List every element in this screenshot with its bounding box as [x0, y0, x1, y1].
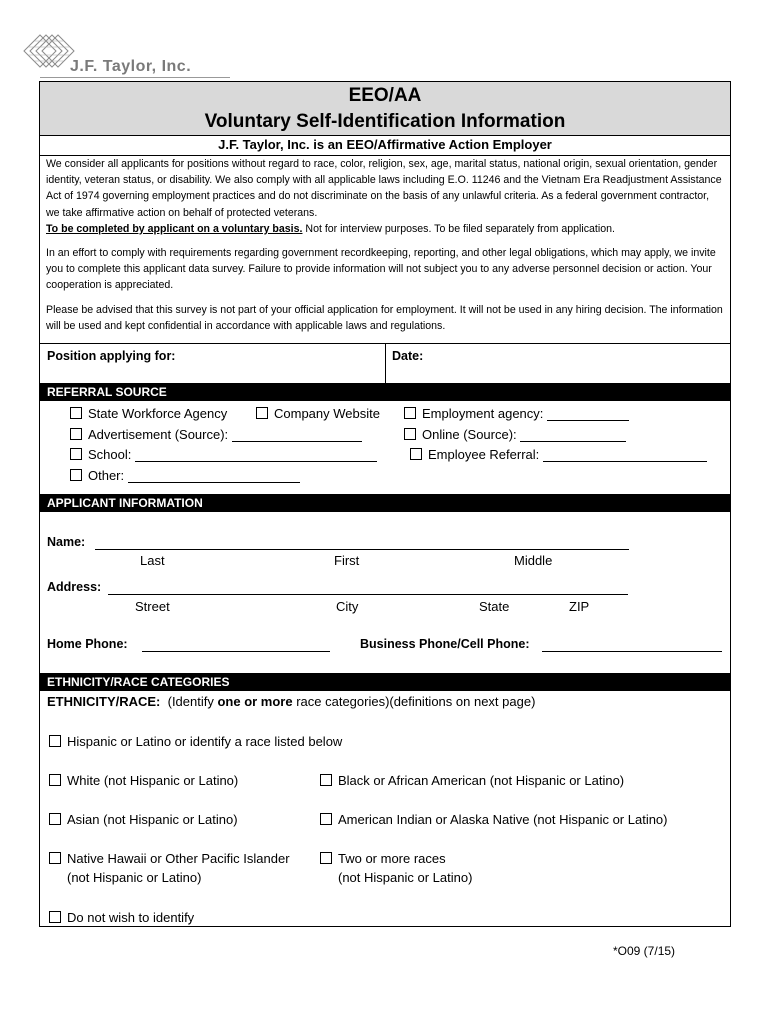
school-line[interactable]	[135, 448, 377, 462]
race-american-indian-label: American Indian or Alaska Native (not Hispanic or Latino)	[338, 812, 668, 827]
other-line[interactable]	[128, 469, 300, 483]
race-white-label: White (not Hispanic or Latino)	[67, 773, 239, 788]
address-street-label: Street	[135, 599, 170, 614]
race-white[interactable]	[49, 773, 238, 788]
referral-other-label: Other:	[88, 468, 125, 483]
logo-underline	[40, 77, 230, 78]
checkbox-icon[interactable]	[49, 852, 61, 864]
voluntary-note	[46, 221, 724, 237]
checkbox-icon[interactable]	[404, 407, 416, 419]
intro-text	[46, 156, 724, 334]
race-black[interactable]	[320, 773, 624, 788]
ethnicity-prompt-post: race categories)(definitions on next page)	[292, 694, 536, 709]
address-line[interactable]	[108, 581, 628, 595]
race-decline[interactable]	[49, 910, 194, 925]
voluntary-underlined: To be completed by applicant on a voluntary basis.	[46, 222, 303, 235]
name-line[interactable]	[95, 536, 629, 550]
intro-paragraph-3: Please be advised that this survey is not part of your official application for employment. It will not be used in any hiring decision. The information will be used and kept confidential in accordance with applicable laws and regulations.	[46, 303, 723, 332]
ethnicity-prompt-pre: (Identify	[160, 694, 218, 709]
checkbox-icon[interactable]	[70, 428, 82, 440]
ethnicity-prompt-emph: one or more	[217, 694, 293, 709]
checkbox-icon[interactable]	[49, 813, 61, 825]
checkbox-icon[interactable]	[49, 735, 61, 747]
race-black-label: Black or African American (not Hispanic or Latino)	[338, 773, 625, 788]
referral-company-website-label: Company Website	[274, 406, 380, 421]
address-label: Address:	[47, 580, 102, 594]
form-code: *O09 (7/15)	[613, 944, 676, 958]
form-subtitle: Voluntary Self-Identification Information	[40, 109, 730, 136]
checkbox-icon[interactable]	[320, 813, 332, 825]
checkbox-icon[interactable]	[320, 774, 332, 786]
referral-online[interactable]	[404, 427, 626, 442]
referral-company-website[interactable]	[256, 406, 380, 421]
race-two-or-more-note: (not Hispanic or Latino)	[338, 870, 473, 885]
address-zip-label: ZIP	[569, 599, 590, 614]
referral-employment-agency[interactable]	[404, 406, 629, 421]
checkbox-icon[interactable]	[410, 448, 422, 460]
checkbox-icon[interactable]	[49, 911, 61, 923]
online-line[interactable]	[520, 428, 626, 442]
referral-advertisement-label: Advertisement (Source):	[88, 427, 229, 442]
referral-heading: REFERRAL SOURCE	[40, 383, 730, 401]
race-hispanic[interactable]	[49, 734, 342, 749]
business-phone-label: Business Phone/Cell Phone:	[360, 637, 530, 651]
checkbox-icon[interactable]	[320, 852, 332, 864]
date-field[interactable]	[435, 346, 720, 376]
checkbox-icon[interactable]	[49, 774, 61, 786]
employee-referral-line[interactable]	[543, 448, 707, 462]
voluntary-rest: Not for interview purposes. To be filed separately from application.	[302, 222, 615, 235]
race-asian-label: Asian (not Hispanic or Latino)	[67, 812, 238, 827]
intro-paragraph-1: We consider all applicants for positions without regard to race, color, religion, sex, age, marital status, national origin, sexual orientation, gender identity, veteran status, or disability. We also comply with all applicable laws including E.O. 11246 and the Vietnam Era Readjustment Assistance Act of 1974 governing employment practices and do not discriminate on the basis of any unlawful criteria. As a federal government contractor, we take affirmative action on behalf of protected veterans.	[46, 158, 722, 219]
position-field[interactable]	[190, 346, 380, 376]
home-phone-label: Home Phone:	[47, 637, 128, 651]
race-decline-label: Do not wish to identify	[67, 910, 195, 925]
form-container	[39, 81, 731, 927]
advertisement-line[interactable]	[232, 428, 362, 442]
home-phone-line[interactable]	[142, 638, 330, 652]
race-hispanic-label: Hispanic or Latino or identify a race listed below	[67, 734, 343, 749]
company-name: J.F. Taylor, Inc.	[70, 58, 192, 75]
date-label: Date:	[392, 349, 424, 363]
name-label: Name:	[47, 535, 86, 549]
ethnicity-prompt-bold: ETHNICITY/RACE:	[47, 694, 161, 709]
employer-statement: J.F. Taylor, Inc. is an EEO/Affirmative Action Employer	[40, 135, 730, 156]
checkbox-icon[interactable]	[70, 407, 82, 419]
referral-state-workforce-label: State Workforce Agency	[88, 406, 228, 421]
name-last-label: Last	[140, 553, 165, 568]
name-middle-label: Middle	[514, 553, 553, 568]
race-american-indian[interactable]	[320, 812, 668, 827]
address-city-label: City	[336, 599, 359, 614]
referral-other[interactable]	[70, 468, 300, 483]
row-divider	[385, 344, 386, 383]
race-asian[interactable]	[49, 812, 238, 827]
race-native-hawaii-label: Native Hawaii or Other Pacific Islander	[67, 851, 290, 866]
race-native-hawaii[interactable]	[49, 851, 290, 866]
race-two-or-more-label: Two or more races	[338, 851, 446, 866]
race-native-hawaii-note: (not Hispanic or Latino)	[67, 870, 202, 885]
referral-advertisement[interactable]	[70, 427, 362, 442]
employment-agency-line[interactable]	[547, 407, 629, 421]
checkbox-icon[interactable]	[404, 428, 416, 440]
applicant-heading: APPLICANT INFORMATION	[40, 494, 730, 512]
position-date-row	[40, 343, 730, 383]
ethnicity-heading: ETHNICITY/RACE CATEGORIES	[40, 673, 730, 691]
referral-employee-referral-label: Employee Referral:	[428, 447, 540, 462]
referral-school[interactable]	[70, 447, 377, 462]
name-first-label: First	[334, 553, 360, 568]
referral-employment-agency-label: Employment agency:	[422, 406, 544, 421]
form-title: EEO/AA	[40, 82, 730, 110]
referral-employee-referral[interactable]	[410, 447, 707, 462]
address-state-label: State	[479, 599, 510, 614]
ethnicity-prompt	[47, 694, 535, 709]
position-label: Position applying for:	[47, 349, 176, 363]
business-phone-line[interactable]	[542, 638, 722, 652]
referral-school-label: School:	[88, 447, 132, 462]
intro-paragraph-2: In an effort to comply with requirements regarding government recordkeeping, reporting, and other legal obligations, which may apply, we invite you to complete this applicant data survey. Failure to provide information will not subject you to any adverse personnel decision or action. Your cooperation is appreciated.	[46, 247, 716, 292]
checkbox-icon[interactable]	[70, 469, 82, 481]
race-two-or-more[interactable]	[320, 851, 446, 866]
referral-state-workforce[interactable]	[70, 406, 227, 421]
checkbox-icon[interactable]	[70, 448, 82, 460]
checkbox-icon[interactable]	[256, 407, 268, 419]
referral-online-label: Online (Source):	[422, 427, 517, 442]
